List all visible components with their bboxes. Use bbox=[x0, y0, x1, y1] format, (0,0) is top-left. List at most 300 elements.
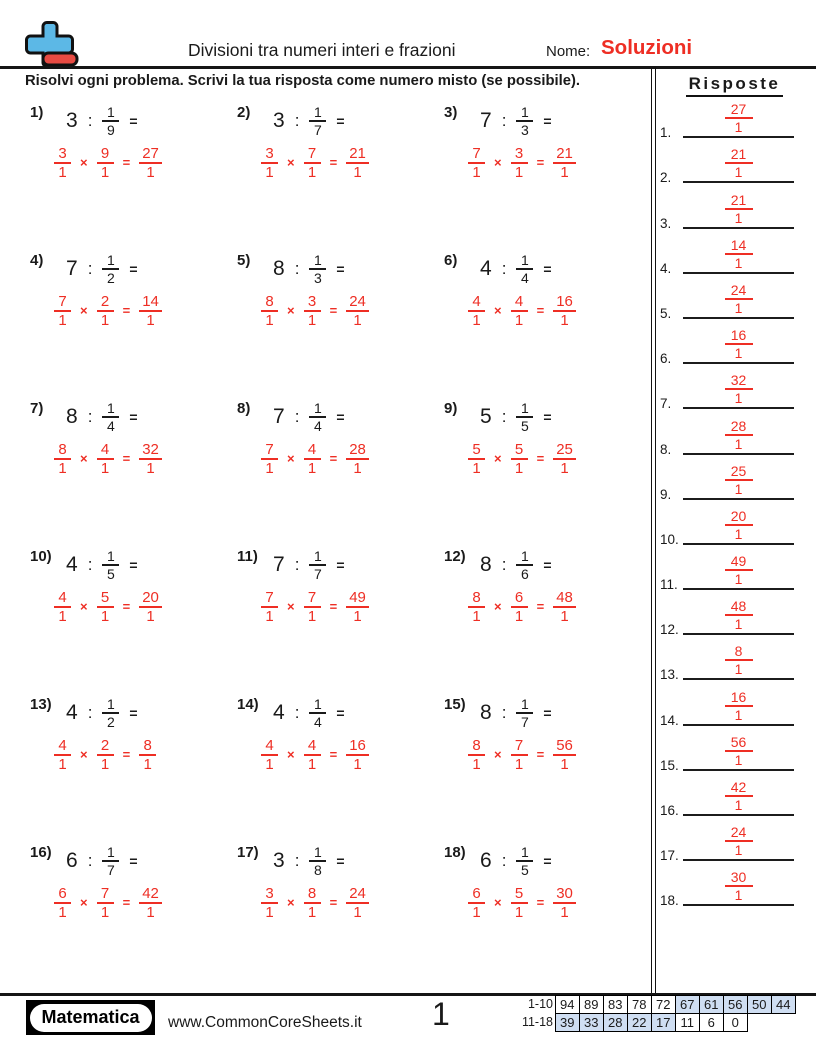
answer-fraction-wrap bbox=[683, 237, 794, 271]
equals-symbol: = bbox=[129, 260, 138, 277]
problem-expression bbox=[30, 844, 231, 878]
answer-fraction bbox=[725, 282, 753, 316]
solution-work bbox=[468, 737, 646, 773]
problem bbox=[231, 98, 438, 246]
fraction-denominator: 1 bbox=[560, 459, 569, 477]
fraction-numerator: 1 bbox=[107, 696, 115, 712]
answer-blank-line bbox=[683, 272, 794, 274]
problem-number: 6) bbox=[444, 252, 458, 269]
problem-number: 4) bbox=[30, 252, 44, 269]
fraction-denominator: 7 bbox=[107, 861, 115, 878]
result-fraction bbox=[346, 885, 369, 921]
fraction-denominator: 4 bbox=[314, 713, 322, 730]
multiplicand-fraction bbox=[54, 589, 71, 625]
fraction-denominator: 1 bbox=[146, 459, 155, 477]
fraction-denominator: 1 bbox=[353, 459, 362, 477]
fraction-numerator: 3 bbox=[265, 144, 274, 162]
dividend: 8 bbox=[480, 700, 492, 724]
fraction-denominator: 1 bbox=[734, 706, 743, 723]
multiplicand-fraction bbox=[261, 885, 278, 921]
answer-blank-line bbox=[683, 136, 794, 138]
multiplier-fraction bbox=[511, 145, 528, 181]
score-cells bbox=[556, 995, 796, 1014]
problem-number: 2) bbox=[237, 104, 251, 121]
answer-blank-line bbox=[683, 362, 794, 364]
fraction-numerator: 20 bbox=[142, 588, 159, 606]
fraction-denominator: 1 bbox=[472, 607, 481, 625]
fraction-denominator: 1 bbox=[58, 163, 67, 181]
fraction-numerator: 30 bbox=[556, 884, 573, 902]
equals-symbol: = bbox=[129, 852, 138, 869]
answer-fraction-wrap bbox=[683, 598, 794, 632]
fraction-denominator: 1 bbox=[734, 480, 743, 497]
fraction-numerator: 8 bbox=[734, 643, 743, 660]
problem-number: 10) bbox=[30, 548, 52, 565]
multiply-symbol: × bbox=[494, 303, 502, 319]
score-cell: 72 bbox=[651, 995, 677, 1014]
answer-fraction bbox=[725, 146, 753, 180]
fraction-denominator: 1 bbox=[734, 390, 743, 407]
division-symbol: : bbox=[501, 110, 507, 130]
answer-number: 3. bbox=[660, 215, 672, 231]
fraction-denominator: 1 bbox=[265, 459, 274, 477]
solution-work bbox=[54, 885, 231, 921]
answer-blank-line bbox=[683, 543, 794, 545]
fraction-numerator: 4 bbox=[307, 440, 317, 458]
answer-blank-line bbox=[683, 453, 794, 455]
dividend: 8 bbox=[480, 552, 492, 576]
result-fraction bbox=[553, 441, 576, 477]
answer-fraction-wrap bbox=[683, 192, 794, 226]
multiplier-fraction bbox=[511, 293, 528, 329]
divisor-fraction bbox=[309, 844, 326, 878]
answer-entry bbox=[652, 685, 816, 730]
problem bbox=[231, 690, 438, 838]
divisor-fraction bbox=[516, 696, 533, 730]
fraction-denominator: 1 bbox=[265, 163, 274, 181]
answer-number: 4. bbox=[660, 260, 672, 276]
fraction-numerator: 8 bbox=[307, 884, 317, 902]
result-fraction bbox=[553, 885, 576, 921]
divisor-fraction bbox=[309, 548, 326, 582]
result-fraction bbox=[553, 737, 576, 773]
problem-number: 3) bbox=[444, 104, 458, 121]
fraction-numerator: 6 bbox=[472, 884, 481, 902]
fraction-denominator: 2 bbox=[107, 269, 115, 286]
problem bbox=[438, 98, 646, 246]
answer-fraction bbox=[725, 553, 753, 587]
multiply-symbol: × bbox=[287, 895, 295, 911]
fraction-denominator: 1 bbox=[353, 755, 362, 773]
answer-blank-line bbox=[683, 769, 794, 771]
answer-fraction-wrap bbox=[683, 508, 794, 542]
fraction-denominator: 1 bbox=[734, 571, 743, 588]
equals-symbol: = bbox=[536, 895, 545, 911]
answer-blank-line bbox=[683, 678, 794, 680]
score-cell: 39 bbox=[555, 1013, 581, 1032]
fraction-numerator: 16 bbox=[349, 736, 366, 754]
name-label: Nome: bbox=[546, 43, 591, 60]
dividend: 7 bbox=[273, 404, 285, 428]
answers-list bbox=[652, 98, 816, 911]
fraction-denominator: 1 bbox=[560, 755, 569, 773]
dividend: 8 bbox=[273, 256, 285, 280]
fraction-numerator: 56 bbox=[730, 733, 747, 750]
multiplicand-fraction bbox=[468, 293, 485, 329]
fraction-denominator: 1 bbox=[143, 755, 152, 773]
fraction-numerator: 49 bbox=[349, 588, 366, 606]
answer-fraction-wrap bbox=[683, 418, 794, 452]
answer-entry bbox=[652, 143, 816, 188]
equals-symbol: = bbox=[129, 112, 138, 129]
multiplicand-fraction bbox=[261, 737, 278, 773]
answers-title: Risposte bbox=[686, 74, 784, 97]
fraction-numerator: 14 bbox=[730, 236, 747, 253]
division-symbol: : bbox=[87, 406, 93, 426]
score-cells bbox=[556, 1013, 748, 1032]
answer-blank-line bbox=[683, 181, 794, 183]
equals-symbol: = bbox=[336, 852, 345, 869]
equals-symbol: = bbox=[329, 155, 338, 171]
fraction-denominator: 4 bbox=[314, 417, 322, 434]
fraction-numerator: 1 bbox=[107, 252, 115, 268]
multiply-symbol: × bbox=[80, 599, 88, 615]
fraction-denominator: 3 bbox=[314, 269, 322, 286]
fraction-denominator: 2 bbox=[107, 713, 115, 730]
brand-name: Matematica bbox=[41, 1007, 140, 1027]
equals-symbol: = bbox=[129, 408, 138, 425]
fraction-denominator: 1 bbox=[560, 607, 569, 625]
solution-work bbox=[261, 589, 438, 625]
equals-symbol: = bbox=[336, 556, 345, 573]
plus-minus-logo-icon bbox=[25, 21, 79, 68]
answer-blank-line bbox=[683, 724, 794, 726]
solution-work bbox=[468, 885, 646, 921]
result-fraction bbox=[553, 293, 576, 329]
problem bbox=[24, 246, 231, 394]
dividend: 5 bbox=[480, 404, 492, 428]
fraction-numerator: 8 bbox=[265, 292, 274, 310]
fraction-numerator: 1 bbox=[314, 548, 322, 564]
fraction-numerator: 4 bbox=[58, 588, 67, 606]
score-cell: 28 bbox=[603, 1013, 629, 1032]
score-row bbox=[519, 1013, 796, 1032]
fraction-numerator: 6 bbox=[514, 588, 524, 606]
equals-symbol: = bbox=[329, 747, 338, 763]
page-title: Divisioni tra numeri interi e frazioni bbox=[188, 40, 456, 60]
answer-entry bbox=[652, 731, 816, 776]
fraction-denominator: 1 bbox=[514, 459, 524, 477]
answer-fraction-wrap bbox=[683, 779, 794, 813]
fraction-denominator: 1 bbox=[734, 525, 743, 542]
answer-entry bbox=[652, 324, 816, 369]
equals-symbol: = bbox=[122, 747, 131, 763]
problem bbox=[438, 542, 646, 690]
multiplicand-fraction bbox=[54, 885, 71, 921]
problem-expression bbox=[237, 400, 438, 434]
fraction-denominator: 1 bbox=[353, 163, 362, 181]
fraction-numerator: 25 bbox=[730, 462, 747, 479]
fraction-denominator: 5 bbox=[521, 861, 529, 878]
answer-fraction-wrap bbox=[683, 282, 794, 316]
fraction-denominator: 1 bbox=[58, 755, 67, 773]
answer-number: 13. bbox=[660, 667, 679, 683]
multiply-symbol: × bbox=[80, 451, 88, 467]
fraction-numerator: 21 bbox=[349, 144, 366, 162]
multiplier-fraction bbox=[97, 885, 114, 921]
fraction-denominator: 1 bbox=[734, 887, 743, 904]
score-row-label: 11-18 bbox=[521, 1014, 553, 1029]
solution-work bbox=[54, 145, 231, 181]
division-symbol: : bbox=[294, 554, 300, 574]
answer-fraction bbox=[725, 779, 753, 813]
fraction-numerator: 5 bbox=[100, 588, 110, 606]
fraction-denominator: 1 bbox=[734, 299, 743, 316]
fraction-numerator: 1 bbox=[107, 548, 115, 564]
answer-blank-line bbox=[683, 588, 794, 590]
answer-fraction bbox=[725, 237, 753, 271]
answer-fraction-wrap bbox=[683, 372, 794, 406]
dividend: 7 bbox=[66, 256, 78, 280]
answer-fraction-wrap bbox=[683, 463, 794, 497]
fraction-numerator: 7 bbox=[307, 144, 317, 162]
answer-entry bbox=[652, 595, 816, 640]
division-symbol: : bbox=[294, 110, 300, 130]
fraction-numerator: 1 bbox=[107, 104, 115, 120]
equals-symbol: = bbox=[122, 303, 131, 319]
solution-work bbox=[468, 145, 646, 181]
fraction-numerator: 42 bbox=[142, 884, 159, 902]
website-url: www.CommonCoreSheets.it bbox=[168, 1014, 362, 1031]
divisor-fraction bbox=[102, 844, 119, 878]
result-fraction bbox=[346, 589, 369, 625]
multiply-symbol: × bbox=[80, 895, 88, 911]
problem-expression bbox=[237, 696, 438, 730]
fraction-numerator: 1 bbox=[314, 104, 322, 120]
problems-grid bbox=[24, 98, 646, 986]
fraction-numerator: 5 bbox=[514, 440, 524, 458]
multiply-symbol: × bbox=[287, 599, 295, 615]
fraction-numerator: 1 bbox=[521, 400, 529, 416]
fraction-numerator: 2 bbox=[100, 292, 110, 310]
fraction-denominator: 4 bbox=[107, 417, 115, 434]
fraction-denominator: 1 bbox=[307, 755, 317, 773]
fraction-denominator: 1 bbox=[560, 163, 569, 181]
fraction-numerator: 4 bbox=[472, 292, 481, 310]
divisor-fraction bbox=[309, 696, 326, 730]
fraction-numerator: 8 bbox=[143, 736, 152, 754]
answer-blank-line bbox=[683, 859, 794, 861]
answer-number: 12. bbox=[660, 622, 679, 638]
problem bbox=[231, 542, 438, 690]
fraction-denominator: 3 bbox=[521, 121, 529, 138]
answer-fraction bbox=[725, 824, 753, 858]
divisor-fraction bbox=[516, 252, 533, 286]
fraction-denominator: 1 bbox=[734, 164, 743, 181]
fraction-denominator: 1 bbox=[734, 616, 743, 633]
fraction-denominator: 6 bbox=[521, 565, 529, 582]
fraction-numerator: 16 bbox=[730, 327, 747, 344]
answer-blank-line bbox=[683, 633, 794, 635]
score-cell: 17 bbox=[651, 1013, 677, 1032]
fraction-denominator: 1 bbox=[514, 755, 524, 773]
answer-fraction-wrap bbox=[683, 553, 794, 587]
dividend: 4 bbox=[273, 700, 285, 724]
answer-number: 14. bbox=[660, 712, 679, 728]
division-symbol: : bbox=[501, 554, 507, 574]
result-fraction bbox=[139, 737, 156, 773]
fraction-denominator: 1 bbox=[307, 311, 317, 329]
result-fraction bbox=[346, 737, 369, 773]
fraction-numerator: 9 bbox=[100, 144, 110, 162]
answer-number: 10. bbox=[660, 531, 679, 547]
score-cell: 33 bbox=[579, 1013, 605, 1032]
answer-entry bbox=[652, 369, 816, 414]
result-fraction bbox=[139, 441, 162, 477]
fraction-denominator: 1 bbox=[265, 607, 274, 625]
fraction-numerator: 42 bbox=[730, 779, 747, 795]
problem bbox=[438, 246, 646, 394]
fraction-numerator: 27 bbox=[730, 101, 747, 118]
problem-number: 16) bbox=[30, 844, 52, 861]
problem bbox=[24, 838, 231, 986]
fraction-denominator: 1 bbox=[146, 607, 155, 625]
result-fraction bbox=[139, 589, 162, 625]
problem bbox=[24, 542, 231, 690]
answer-fraction bbox=[725, 689, 753, 723]
fraction-numerator: 1 bbox=[521, 844, 529, 860]
answer-number: 5. bbox=[660, 305, 672, 321]
answer-entry bbox=[652, 460, 816, 505]
problem-number: 14) bbox=[237, 696, 259, 713]
fraction-numerator: 8 bbox=[58, 440, 67, 458]
fraction-numerator: 2 bbox=[100, 736, 110, 754]
solution-work bbox=[468, 293, 646, 329]
answer-blank-line bbox=[683, 904, 794, 906]
score-cell: 11 bbox=[675, 1013, 701, 1032]
answer-fraction-wrap bbox=[683, 734, 794, 768]
problem-expression bbox=[444, 548, 646, 582]
division-symbol: : bbox=[294, 406, 300, 426]
multiplier-fraction bbox=[97, 441, 114, 477]
equals-symbol: = bbox=[329, 895, 338, 911]
divisor-fraction bbox=[516, 400, 533, 434]
problem bbox=[231, 838, 438, 986]
fraction-numerator: 5 bbox=[514, 884, 524, 902]
instruction-text: Risolvi ogni problema. Scrivi la tua risposta come numero misto (se possibile). bbox=[25, 73, 581, 89]
divisor-fraction bbox=[102, 104, 119, 138]
fraction-numerator: 21 bbox=[730, 191, 747, 208]
multiply-symbol: × bbox=[287, 303, 295, 319]
answer-blank-line bbox=[683, 498, 794, 500]
multiply-symbol: × bbox=[494, 451, 502, 467]
fraction-numerator: 21 bbox=[556, 144, 573, 162]
fraction-denominator: 1 bbox=[307, 459, 317, 477]
result-fraction bbox=[346, 441, 369, 477]
score-cell: 83 bbox=[603, 995, 629, 1014]
fraction-denominator: 1 bbox=[353, 607, 362, 625]
multiply-symbol: × bbox=[80, 747, 88, 763]
dividend: 4 bbox=[66, 700, 78, 724]
division-symbol: : bbox=[87, 850, 93, 870]
multiplicand-fraction bbox=[468, 737, 485, 773]
equals-symbol: = bbox=[336, 112, 345, 129]
division-symbol: : bbox=[501, 406, 507, 426]
answer-number: 15. bbox=[660, 757, 679, 773]
answer-number: 18. bbox=[660, 893, 679, 909]
fraction-numerator: 7 bbox=[514, 736, 524, 754]
divisor-fraction bbox=[516, 548, 533, 582]
problem-number: 17) bbox=[237, 844, 259, 861]
fraction-numerator: 20 bbox=[730, 507, 747, 524]
problem-number: 7) bbox=[30, 400, 44, 417]
problem bbox=[24, 98, 231, 246]
page-number: 1 bbox=[432, 996, 450, 1032]
fraction-denominator: 1 bbox=[472, 903, 481, 921]
fraction-numerator: 6 bbox=[58, 884, 67, 902]
problem-number: 8) bbox=[237, 400, 251, 417]
problem-number: 11) bbox=[237, 548, 258, 565]
problem-expression bbox=[30, 548, 231, 582]
result-fraction bbox=[139, 145, 162, 181]
problem-expression bbox=[30, 696, 231, 730]
fraction-numerator: 8 bbox=[472, 736, 481, 754]
multiply-symbol: × bbox=[494, 747, 502, 763]
score-row-label: 1-10 bbox=[527, 997, 553, 1011]
answer-number: 11. bbox=[660, 577, 678, 593]
answer-entry bbox=[652, 776, 816, 821]
multiplicand-fraction bbox=[54, 441, 71, 477]
fraction-numerator: 1 bbox=[521, 696, 529, 712]
multiplier-fraction bbox=[304, 885, 321, 921]
fraction-denominator: 1 bbox=[472, 163, 481, 181]
problem-expression bbox=[30, 252, 231, 286]
solution-work bbox=[468, 441, 646, 477]
fraction-denominator: 1 bbox=[58, 311, 67, 329]
fraction-numerator: 1 bbox=[521, 252, 529, 268]
multiplier-fraction bbox=[97, 737, 114, 773]
answer-entry bbox=[652, 234, 816, 279]
problem-expression bbox=[444, 696, 646, 730]
fraction-denominator: 1 bbox=[265, 311, 274, 329]
fraction-numerator: 4 bbox=[100, 440, 110, 458]
solution-work bbox=[54, 293, 231, 329]
fraction-numerator: 28 bbox=[730, 417, 747, 434]
result-fraction bbox=[346, 293, 369, 329]
answer-fraction-wrap bbox=[683, 643, 794, 677]
equals-symbol: = bbox=[536, 747, 545, 763]
fraction-denominator: 1 bbox=[265, 755, 274, 773]
fraction-numerator: 1 bbox=[314, 252, 322, 268]
multiplicand-fraction bbox=[261, 441, 278, 477]
problem-number: 1) bbox=[30, 104, 44, 121]
fraction-numerator: 56 bbox=[556, 736, 573, 754]
equals-symbol: = bbox=[536, 599, 545, 615]
multiplicand-fraction bbox=[54, 145, 71, 181]
fraction-denominator: 7 bbox=[314, 121, 322, 138]
solution-work bbox=[54, 737, 231, 773]
answer-entry bbox=[652, 866, 816, 911]
fraction-denominator: 1 bbox=[734, 797, 743, 813]
fraction-denominator: 1 bbox=[514, 607, 524, 625]
answer-blank-line bbox=[683, 814, 794, 816]
problem-expression bbox=[237, 844, 438, 878]
multiply-symbol: × bbox=[80, 155, 88, 171]
multiplicand-fraction bbox=[261, 589, 278, 625]
fraction-denominator: 1 bbox=[146, 163, 155, 181]
fraction-numerator: 1 bbox=[314, 844, 322, 860]
answer-fraction bbox=[725, 192, 753, 226]
